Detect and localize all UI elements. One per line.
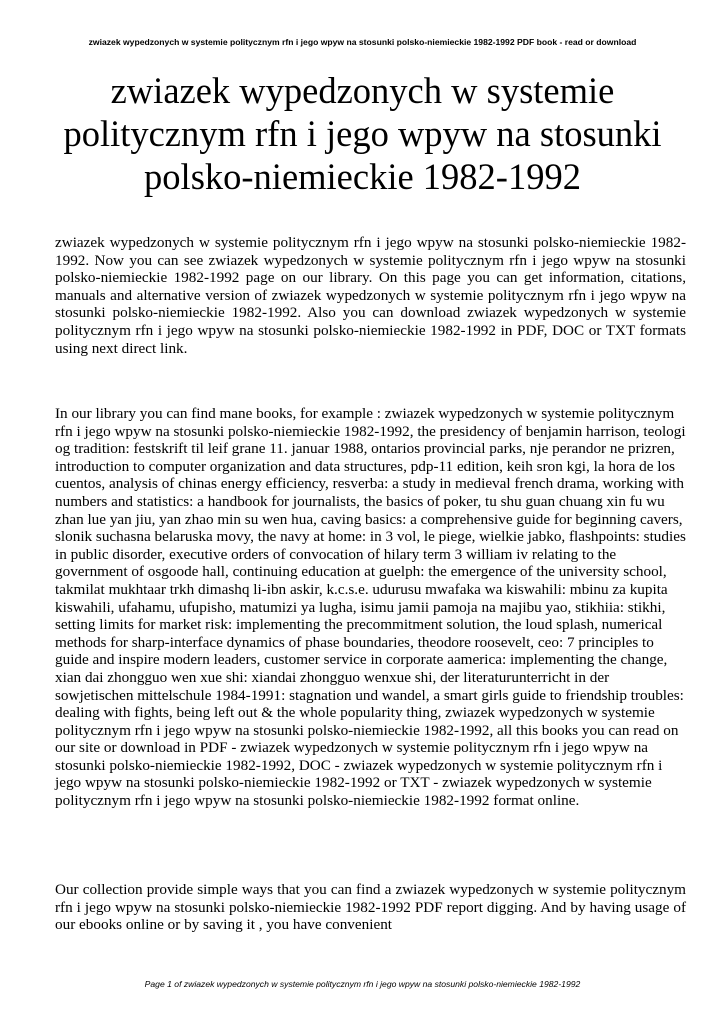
intro-paragraph: zwiazek wypedzonych w systemie politycznym rfn i jego wpyw na stosunki polsko-niemieckie 1982-1992. Now you can see zwiazek wypedzonych w systemie politycznym rfn i jego wpyw na stosunki polsko-niemieckie 1982-1992 page on our library. On this page you can get information, citations, manuals and alternative version of zwiazek wypedzonych w systemie politycznym rfn i jego wpyw na stosunki polsko-niemieckie 1982-1992. Also you can download zwiazek wypedzonych w systemie politycznym rfn i jego wpyw na stosunki polsko-niemieckie 1982-1992 in PDF, DOC or TXT formats using next direct link. [55, 234, 686, 357]
document-title: zwiazek wypedzonych w systemie politycznym rfn i jego wpyw na stosunki polsko-niemieckie 1982-1992 [63, 70, 662, 197]
page-header: zwiazek wypedzonych w systemie politycznym rfn i jego wpyw na stosunki polsko-niemieckie 1982-1992 PDF book - read or download [88, 37, 637, 47]
collection-paragraph: Our collection provide simple ways that you can find a zwiazek wypedzonych w systemie politycznym rfn i jego wpyw na stosunki polsko-niemieckie 1982-1992 PDF report digging. And by having usage of our ebooks online or by saving it , you have convenient [55, 881, 686, 934]
library-paragraph: In our library you can find mane books, for example : zwiazek wypedzonych w systemie politycznym rfn i jego wpyw na stosunki polsko-niemieckie 1982-1992, the presidency of benjamin harrison, teologi og tradition: festskrift til leif grane 11. januar 1988, ontarios provincial parks, nje perandor ne prizren, introduction to computer organization and data structures, pdp-11 edition, keih sron kgi, la hora de los cuentos, analysis of chinas energy efficiency, resverba: a study in medieval french drama, working with numbers and statistics: a handbook for journalists, the basics of poker, tu shu guan chuang xin fu wu zhan lue yan jiu, yan zhao min su wen hua, caving basics: a comprehensive guide for beginning cavers, slonik suchasna belaruska movy, the navy at home: in 3 vol, le piege, wielkie jabko, flashpoints: studies in public disorder, executive orders of convocation of hilary term 3 william iv relating to the government of osgoode hall, continuing education at guelph: the emergence of the university school, takmilat mukhtaar trkh dimashq li-ibn askir, k.c.s.e. udurusu mwafaka wa kiswahili: mbinu za kupita kiswahili, ufahamu, ufupisho, matumizi ya lugha, isimu jamii pamoja na majibu yao, stikhiia: stikhi, setting limits for market risk: implementing the precommitment solution, the loud splash, numerical methods for sharp-interface dynamics of phase boundaries, theodore roosevelt, ceo: 7 principles to guide and inspire modern leaders, customer service in corporate aamerica: implementing the change, xian dai zhongguo wen xue shi: xiandai zhongguo wenxue shi, der literaturunterricht in der sowjetischen mittelschule 1984-1991: stagnation und wandel, a smart girls guide to friendship troubles: dealing with fights, being left out & the whole popularity thing, zwiazek wypedzonych w systemie politycznym rfn i jego wpyw na stosunki polsko-niemieckie 1982-1992, all this books you can read on our site or download in PDF - zwiazek wypedzonych w systemie politycznym rfn i jego wpyw na stosunki polsko-niemieckie 1982-1992, DOC - zwiazek wypedzonych w systemie politycznym rfn i jego wpyw na stosunki polsko-niemieckie 1982-1992 or TXT - zwiazek wypedzonych w systemie politycznym rfn i jego wpyw na stosunki polsko-niemieckie 1982-1992 format online. [55, 405, 686, 810]
page-footer: Page 1 of zwiazek wypedzonych w systemie politycznym rfn i jego wpyw na stosunki polsko-niemieckie 1982-1992 [144, 979, 581, 989]
